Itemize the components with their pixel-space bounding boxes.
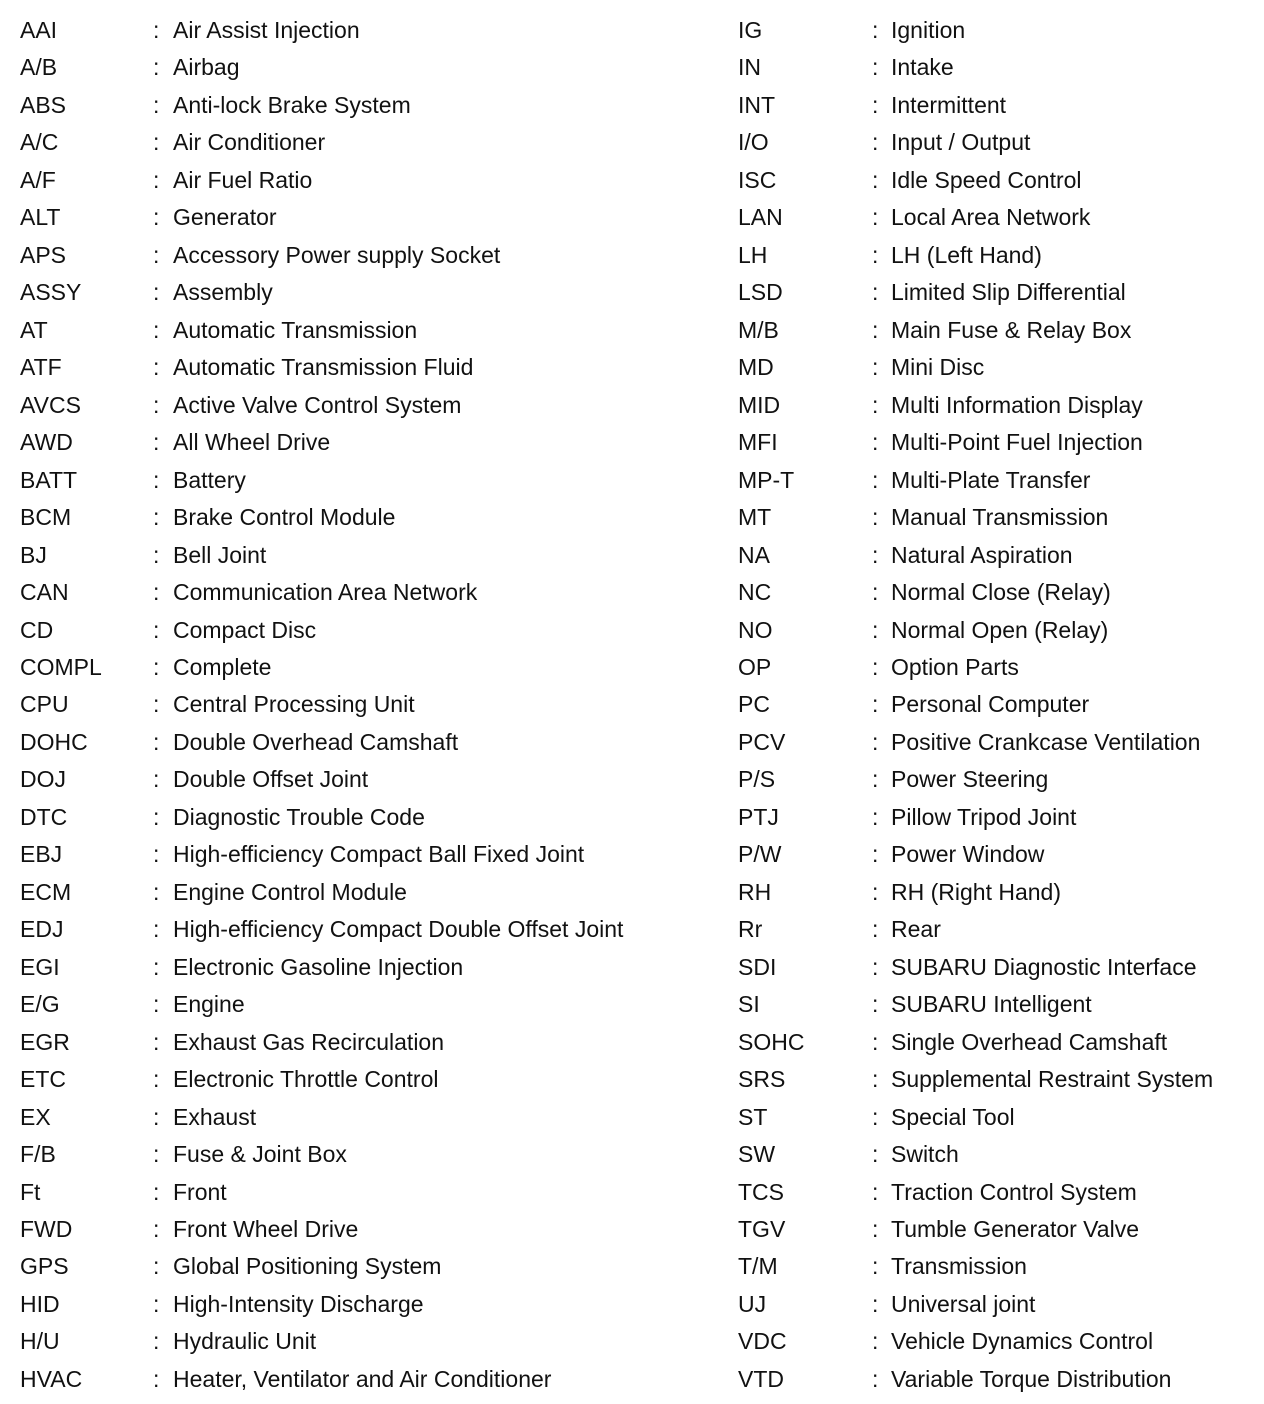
abbreviation-meaning: Exhaust xyxy=(173,1103,257,1130)
separator-colon: : xyxy=(872,354,879,381)
separator-colon: : xyxy=(153,1141,160,1168)
abbreviation-meaning: Option Parts xyxy=(891,653,1019,680)
separator-colon: : xyxy=(153,953,160,980)
abbreviation-term: BATT xyxy=(20,466,78,493)
abbreviation-meaning: Limited Slip Differential xyxy=(891,279,1126,306)
abbreviation-list xyxy=(0,12,1264,1392)
abbreviation-term: SRS xyxy=(738,1066,786,1093)
abbreviation-term: LSD xyxy=(738,279,783,306)
abbreviation-entry xyxy=(738,986,1258,1023)
abbreviation-meaning: Intermittent xyxy=(891,91,1007,118)
abbreviation-meaning: Supplemental Restraint System xyxy=(891,1066,1214,1093)
abbreviation-entry xyxy=(20,199,710,236)
abbreviation-meaning: High-efficiency Compact Ball Fixed Joint xyxy=(173,841,585,868)
separator-colon: : xyxy=(872,953,879,980)
abbreviation-entry xyxy=(738,1099,1258,1136)
abbreviation-meaning: Exhaust Gas Recirculation xyxy=(173,1028,445,1055)
separator-colon: : xyxy=(153,204,160,231)
abbreviation-term: MFI xyxy=(738,429,778,456)
abbreviation-term: A/C xyxy=(20,129,59,156)
separator-colon: : xyxy=(153,579,160,606)
abbreviation-meaning: SUBARU Diagnostic Interface xyxy=(891,953,1197,980)
abbreviation-term: LH xyxy=(738,241,768,268)
separator-colon: : xyxy=(872,466,879,493)
separator-colon: : xyxy=(153,841,160,868)
abbreviation-meaning: Pillow Tripod Joint xyxy=(891,803,1077,830)
separator-colon: : xyxy=(872,1290,879,1317)
abbreviation-entry xyxy=(20,1136,710,1173)
abbreviation-term: NA xyxy=(738,541,770,568)
abbreviation-entry xyxy=(738,1323,1258,1360)
abbreviation-meaning: Airbag xyxy=(173,54,240,81)
separator-colon: : xyxy=(872,316,879,343)
abbreviation-term: EDJ xyxy=(20,916,64,943)
abbreviation-entry xyxy=(738,424,1258,461)
separator-colon: : xyxy=(153,466,160,493)
abbreviation-entry xyxy=(20,312,710,349)
abbreviation-term: DOJ xyxy=(20,766,66,793)
separator-colon: : xyxy=(872,54,879,81)
abbreviation-meaning: Positive Crankcase Ventilation xyxy=(891,728,1201,755)
abbreviation-term: A/B xyxy=(20,54,58,81)
abbreviation-meaning: Universal joint xyxy=(891,1290,1036,1317)
abbreviation-term: AAI xyxy=(20,17,58,43)
abbreviation-meaning: Idle Speed Control xyxy=(891,166,1082,193)
abbreviation-entry xyxy=(738,686,1258,723)
abbreviation-meaning: Diagnostic Trouble Code xyxy=(173,803,425,830)
abbreviation-term: DTC xyxy=(20,803,68,830)
abbreviation-term: MP-T xyxy=(738,466,795,493)
abbreviation-term: A/F xyxy=(20,166,56,193)
abbreviation-term: OP xyxy=(738,653,772,680)
abbreviation-meaning: Natural Aspiration xyxy=(891,541,1073,568)
abbreviation-entry xyxy=(738,1136,1258,1173)
abbreviation-meaning: Compact Disc xyxy=(173,616,317,643)
abbreviation-meaning: Normal Open (Relay) xyxy=(891,616,1109,643)
abbreviation-entry xyxy=(738,162,1258,199)
separator-colon: : xyxy=(872,803,879,830)
separator-colon: : xyxy=(153,54,160,81)
abbreviation-term: DOHC xyxy=(20,728,88,755)
abbreviation-meaning: Multi-Point Fuel Injection xyxy=(891,429,1143,456)
abbreviation-term: P/W xyxy=(738,841,782,868)
abbreviation-term: HID xyxy=(20,1290,60,1317)
abbreviation-entry xyxy=(738,911,1258,948)
abbreviation-meaning: Input / Output xyxy=(891,129,1031,156)
abbreviation-entry xyxy=(738,874,1258,911)
separator-colon: : xyxy=(153,241,160,268)
separator-colon: : xyxy=(872,91,879,118)
abbreviation-term: SI xyxy=(738,991,760,1018)
abbreviation-entry xyxy=(738,537,1258,574)
abbreviation-meaning: Automatic Transmission xyxy=(173,316,418,343)
separator-colon: : xyxy=(872,1328,879,1355)
separator-colon: : xyxy=(153,878,160,905)
abbreviation-meaning: Manual Transmission xyxy=(891,504,1109,531)
abbreviation-term: TGV xyxy=(738,1216,786,1242)
abbreviation-term: FWD xyxy=(20,1216,73,1242)
separator-colon: : xyxy=(872,841,879,868)
abbreviation-entry xyxy=(20,237,710,274)
abbreviation-entry xyxy=(20,1099,710,1136)
abbreviation-entry xyxy=(738,1174,1258,1211)
abbreviation-entry xyxy=(20,1361,710,1398)
abbreviation-meaning: Battery xyxy=(173,466,246,493)
separator-colon: : xyxy=(153,429,160,456)
abbreviation-entry xyxy=(738,49,1258,86)
abbreviation-entry xyxy=(738,312,1258,349)
abbreviation-entry xyxy=(738,387,1258,424)
abbreviation-meaning: Power Window xyxy=(891,841,1045,868)
abbreviation-entry xyxy=(738,1024,1258,1061)
abbreviation-entry xyxy=(738,799,1258,836)
abbreviation-entry xyxy=(738,274,1258,311)
abbreviation-meaning: Special Tool xyxy=(891,1103,1015,1130)
abbreviation-meaning: Communication Area Network xyxy=(173,579,478,606)
abbreviation-meaning: Accessory Power supply Socket xyxy=(173,241,501,268)
abbreviation-meaning: Switch xyxy=(891,1141,959,1168)
abbreviation-meaning: RH (Right Hand) xyxy=(891,878,1061,905)
abbreviation-entry xyxy=(20,1174,710,1211)
abbreviation-term: AT xyxy=(20,316,48,343)
separator-colon: : xyxy=(872,391,879,418)
abbreviation-term: AWD xyxy=(20,429,73,456)
abbreviation-term: EBJ xyxy=(20,841,63,868)
abbreviation-entry xyxy=(738,574,1258,611)
abbreviation-term: CAN xyxy=(20,579,69,606)
abbreviation-meaning: High-Intensity Discharge xyxy=(173,1290,424,1317)
abbreviation-meaning: Multi-Plate Transfer xyxy=(891,466,1091,493)
abbreviation-term: HVAC xyxy=(20,1365,83,1392)
abbreviation-term: CD xyxy=(20,616,54,643)
abbreviation-entry xyxy=(738,499,1258,536)
abbreviation-entry xyxy=(738,462,1258,499)
abbreviation-term: Ft xyxy=(20,1178,41,1205)
abbreviation-entry xyxy=(20,87,710,124)
abbreviation-meaning: Bell Joint xyxy=(173,541,267,568)
separator-colon: : xyxy=(153,616,160,643)
abbreviation-entry xyxy=(20,836,710,873)
abbreviation-entry xyxy=(738,124,1258,161)
abbreviation-meaning: Air Fuel Ratio xyxy=(173,166,313,193)
abbreviation-entry xyxy=(738,12,1258,49)
separator-colon: : xyxy=(153,354,160,381)
separator-colon: : xyxy=(153,1253,160,1280)
abbreviation-term: F/B xyxy=(20,1141,56,1168)
abbreviation-entry xyxy=(20,986,710,1023)
separator-colon: : xyxy=(153,91,160,118)
separator-colon: : xyxy=(872,204,879,231)
separator-colon: : xyxy=(872,878,879,905)
separator-colon: : xyxy=(153,691,160,718)
abbreviation-term: AVCS xyxy=(20,391,81,418)
separator-colon: : xyxy=(872,241,879,268)
separator-colon: : xyxy=(872,279,879,306)
abbreviation-meaning: Engine xyxy=(173,991,245,1018)
abbreviation-meaning: SUBARU Intelligent xyxy=(891,991,1092,1018)
abbreviation-entry xyxy=(20,949,710,986)
separator-colon: : xyxy=(872,691,879,718)
abbreviation-term: ALT xyxy=(20,204,61,231)
abbreviation-term: BCM xyxy=(20,504,72,531)
separator-colon: : xyxy=(153,916,160,943)
abbreviation-meaning: All Wheel Drive xyxy=(173,429,331,456)
separator-colon: : xyxy=(872,653,879,680)
abbreviation-entry xyxy=(20,424,710,461)
abbreviation-entry xyxy=(738,199,1258,236)
abbreviation-term: SDI xyxy=(738,953,777,980)
separator-colon: : xyxy=(872,1066,879,1093)
abbreviation-entry xyxy=(20,574,710,611)
separator-colon: : xyxy=(872,129,879,156)
abbreviation-meaning: Heater, Ventilator and Air Conditioner xyxy=(173,1365,552,1392)
abbreviation-entry xyxy=(20,612,710,649)
abbreviation-meaning: Personal Computer xyxy=(891,691,1090,718)
separator-colon: : xyxy=(153,1328,160,1355)
abbreviation-entry xyxy=(20,761,710,798)
abbreviation-term: SOHC xyxy=(738,1028,805,1055)
abbreviation-meaning: Air Assist Injection xyxy=(173,17,360,43)
abbreviation-meaning: Hydraulic Unit xyxy=(173,1328,317,1355)
abbreviation-term: MT xyxy=(738,504,772,531)
separator-colon: : xyxy=(872,504,879,531)
abbreviation-entry xyxy=(738,836,1258,873)
abbreviation-term: I/O xyxy=(738,129,769,156)
separator-colon: : xyxy=(153,129,160,156)
abbreviation-term: EX xyxy=(20,1103,51,1130)
separator-colon: : xyxy=(872,916,879,943)
abbreviation-meaning: Rear xyxy=(891,916,941,943)
abbreviation-entry xyxy=(20,1024,710,1061)
abbreviation-meaning: Intake xyxy=(891,54,954,81)
abbreviation-term: EGR xyxy=(20,1028,70,1055)
separator-colon: : xyxy=(872,1216,879,1242)
abbreviation-meaning: Tumble Generator Valve xyxy=(891,1216,1140,1242)
abbreviation-entry xyxy=(20,49,710,86)
separator-colon: : xyxy=(153,316,160,343)
abbreviation-entry xyxy=(20,537,710,574)
abbreviation-meaning: Ignition xyxy=(891,17,966,43)
abbreviation-term: SW xyxy=(738,1141,776,1168)
separator-colon: : xyxy=(872,1103,879,1130)
separator-colon: : xyxy=(153,653,160,680)
abbreviation-entry xyxy=(20,162,710,199)
abbreviation-term: M/B xyxy=(738,316,779,343)
abbreviation-entry xyxy=(738,1211,1258,1248)
abbreviation-term: BJ xyxy=(20,541,47,568)
separator-colon: : xyxy=(872,1253,879,1280)
abbreviation-entry xyxy=(738,1248,1258,1285)
separator-colon: : xyxy=(153,279,160,306)
abbreviation-term: NO xyxy=(738,616,773,643)
abbreviation-term: T/M xyxy=(738,1253,778,1280)
abbreviation-meaning: Engine Control Module xyxy=(173,878,407,905)
abbreviation-meaning: Mini Disc xyxy=(891,354,985,381)
abbreviation-term: TCS xyxy=(738,1178,784,1205)
abbreviation-entry xyxy=(20,1211,710,1248)
abbreviation-column-left xyxy=(20,12,710,1398)
abbreviation-entry xyxy=(738,949,1258,986)
abbreviation-term: CPU xyxy=(20,691,69,718)
abbreviation-meaning: Front Wheel Drive xyxy=(173,1216,359,1242)
abbreviation-column-right xyxy=(738,12,1258,1398)
separator-colon: : xyxy=(153,803,160,830)
abbreviation-term: VDC xyxy=(738,1328,787,1355)
abbreviation-term: ATF xyxy=(20,354,62,381)
abbreviation-meaning: Anti-lock Brake System xyxy=(173,91,411,118)
abbreviation-meaning: Power Steering xyxy=(891,766,1049,793)
abbreviation-entry xyxy=(20,499,710,536)
abbreviation-meaning: Automatic Transmission Fluid xyxy=(173,354,474,381)
abbreviation-meaning: Traction Control System xyxy=(891,1178,1137,1205)
abbreviation-term: PTJ xyxy=(738,803,779,830)
separator-colon: : xyxy=(872,166,879,193)
abbreviation-meaning: Generator xyxy=(173,204,277,231)
abbreviation-meaning: High-efficiency Compact Double Offset Joint xyxy=(173,916,624,943)
abbreviation-entry xyxy=(738,1286,1258,1323)
abbreviation-entry xyxy=(20,12,710,49)
separator-colon: : xyxy=(153,1103,160,1130)
abbreviation-entry xyxy=(20,387,710,424)
abbreviation-meaning: Active Valve Control System xyxy=(173,391,462,418)
separator-colon: : xyxy=(153,1028,160,1055)
separator-colon: : xyxy=(872,1365,879,1392)
separator-colon: : xyxy=(153,391,160,418)
separator-colon: : xyxy=(872,728,879,755)
separator-colon: : xyxy=(153,1178,160,1205)
abbreviation-meaning: Central Processing Unit xyxy=(173,691,415,718)
separator-colon: : xyxy=(153,1066,160,1093)
abbreviation-term: APS xyxy=(20,241,67,268)
abbreviation-entry xyxy=(20,911,710,948)
abbreviation-meaning: Fuse & Joint Box xyxy=(173,1141,347,1168)
abbreviation-term: PCV xyxy=(738,728,786,755)
abbreviation-entry xyxy=(20,1248,710,1285)
separator-colon: : xyxy=(153,728,160,755)
separator-colon: : xyxy=(872,1178,879,1205)
abbreviation-term: ST xyxy=(738,1103,768,1130)
abbreviation-meaning: Multi Information Display xyxy=(891,391,1143,418)
separator-colon: : xyxy=(872,579,879,606)
abbreviation-entry xyxy=(738,761,1258,798)
separator-colon: : xyxy=(153,166,160,193)
separator-colon: : xyxy=(872,1141,879,1168)
abbreviation-term: ASSY xyxy=(20,279,82,306)
abbreviation-term: VTD xyxy=(738,1365,784,1392)
abbreviation-meaning: Global Positioning System xyxy=(173,1253,442,1280)
abbreviation-entry xyxy=(20,686,710,723)
abbreviation-term: IN xyxy=(738,54,761,81)
abbreviation-meaning: Electronic Throttle Control xyxy=(173,1066,439,1093)
separator-colon: : xyxy=(153,541,160,568)
abbreviation-term: PC xyxy=(738,691,770,718)
abbreviation-term: E/G xyxy=(20,991,60,1018)
abbreviation-meaning: Complete xyxy=(173,653,272,680)
abbreviation-term: IG xyxy=(738,17,763,43)
abbreviation-term: RH xyxy=(738,878,772,905)
abbreviation-meaning: Brake Control Module xyxy=(173,504,396,531)
abbreviation-entry xyxy=(20,1323,710,1360)
abbreviation-entry xyxy=(738,1061,1258,1098)
abbreviation-term: NC xyxy=(738,579,772,606)
abbreviation-meaning: Single Overhead Camshaft xyxy=(891,1028,1168,1055)
separator-colon: : xyxy=(872,429,879,456)
abbreviation-entry xyxy=(20,799,710,836)
abbreviation-entry xyxy=(20,274,710,311)
abbreviation-entry xyxy=(738,724,1258,761)
separator-colon: : xyxy=(153,766,160,793)
abbreviation-term: EGI xyxy=(20,953,60,980)
abbreviation-meaning: Transmission xyxy=(891,1253,1027,1280)
separator-colon: : xyxy=(153,991,160,1018)
abbreviation-meaning: Double Overhead Camshaft xyxy=(173,728,459,755)
abbreviation-meaning: Vehicle Dynamics Control xyxy=(891,1328,1154,1355)
abbreviation-meaning: Electronic Gasoline Injection xyxy=(173,953,464,980)
separator-colon: : xyxy=(872,541,879,568)
abbreviation-entry xyxy=(738,237,1258,274)
abbreviation-entry xyxy=(20,462,710,499)
abbreviation-term: MID xyxy=(738,391,781,418)
separator-colon: : xyxy=(153,17,160,43)
separator-colon: : xyxy=(872,17,879,43)
abbreviation-entry xyxy=(20,1061,710,1098)
separator-colon: : xyxy=(872,616,879,643)
abbreviation-term: P/S xyxy=(738,766,776,793)
abbreviation-term: GPS xyxy=(20,1253,69,1280)
abbreviation-term: ISC xyxy=(738,166,777,193)
abbreviation-meaning: Local Area Network xyxy=(891,204,1091,231)
abbreviation-entry xyxy=(738,612,1258,649)
abbreviation-meaning: Normal Close (Relay) xyxy=(891,579,1111,606)
separator-colon: : xyxy=(153,1216,160,1242)
abbreviation-meaning: Variable Torque Distribution xyxy=(891,1365,1172,1392)
abbreviation-meaning: Air Conditioner xyxy=(173,129,326,156)
abbreviation-entry xyxy=(738,87,1258,124)
abbreviation-meaning: Front xyxy=(173,1178,227,1205)
abbreviation-term: ABS xyxy=(20,91,67,118)
separator-colon: : xyxy=(872,766,879,793)
abbreviation-term: Rr xyxy=(738,916,763,943)
abbreviation-entry xyxy=(20,724,710,761)
abbreviation-meaning: LH (Left Hand) xyxy=(891,241,1042,268)
abbreviation-term: H/U xyxy=(20,1328,60,1355)
separator-colon: : xyxy=(872,991,879,1018)
abbreviation-entry xyxy=(20,124,710,161)
abbreviation-term: ECM xyxy=(20,878,72,905)
abbreviation-meaning: Double Offset Joint xyxy=(173,766,369,793)
separator-colon: : xyxy=(872,1028,879,1055)
separator-colon: : xyxy=(153,1290,160,1317)
abbreviation-meaning: Assembly xyxy=(173,279,273,306)
abbreviation-entry xyxy=(738,1361,1258,1398)
separator-colon: : xyxy=(153,504,160,531)
abbreviation-term: COMPL xyxy=(20,653,102,680)
abbreviation-entry xyxy=(20,349,710,386)
abbreviation-entry xyxy=(20,1286,710,1323)
abbreviation-entry xyxy=(738,349,1258,386)
abbreviation-term: ETC xyxy=(20,1066,66,1093)
separator-colon: : xyxy=(153,1365,160,1392)
abbreviation-term: INT xyxy=(738,91,776,118)
abbreviation-entry xyxy=(20,874,710,911)
abbreviation-meaning: Main Fuse & Relay Box xyxy=(891,316,1132,343)
abbreviation-term: MD xyxy=(738,354,774,381)
abbreviation-entry xyxy=(20,649,710,686)
abbreviation-term: LAN xyxy=(738,204,783,231)
abbreviation-term: UJ xyxy=(738,1290,767,1317)
abbreviation-entry xyxy=(738,649,1258,686)
